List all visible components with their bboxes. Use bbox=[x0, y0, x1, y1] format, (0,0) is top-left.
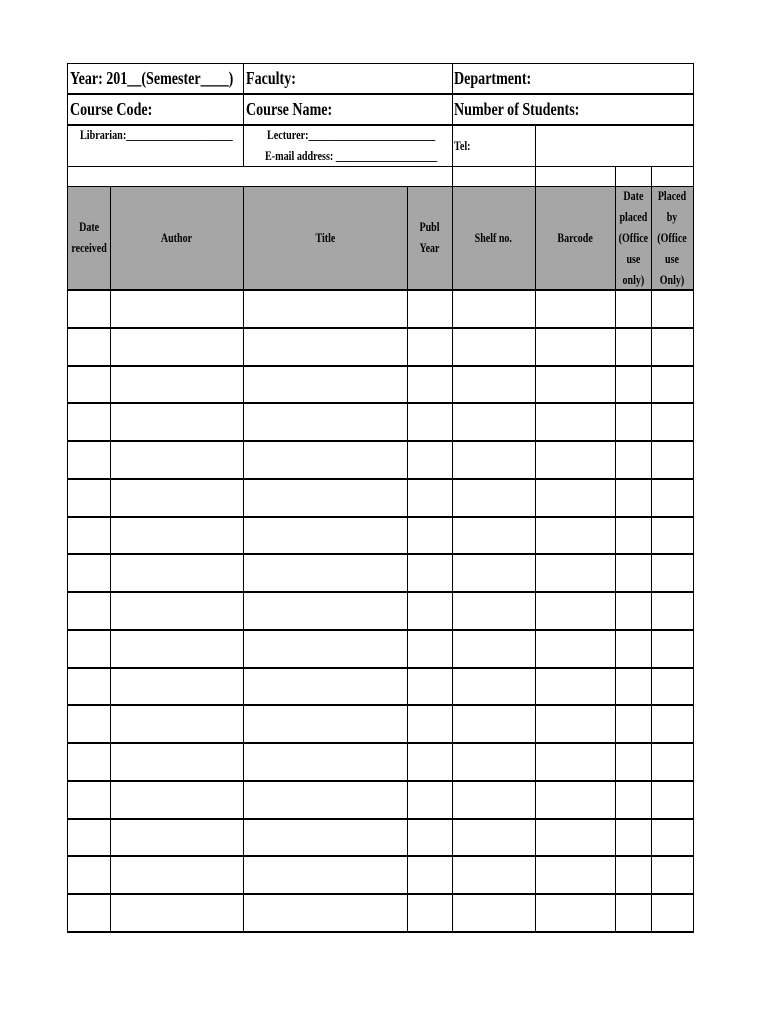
course-name-label: Course Name: bbox=[246, 99, 333, 119]
info-row-divider bbox=[67, 124, 694, 126]
table-row-divider bbox=[67, 516, 694, 518]
faculty-label: Faculty: bbox=[246, 68, 296, 88]
table-row-divider bbox=[67, 478, 694, 480]
table-row-divider bbox=[67, 780, 694, 782]
column-header-date-received: Date received bbox=[71, 220, 107, 255]
table-row-divider bbox=[67, 402, 694, 404]
table-row-divider bbox=[67, 855, 694, 857]
column-header-barcode: Barcode bbox=[557, 230, 593, 245]
table-row-divider bbox=[67, 591, 694, 593]
table-row-divider bbox=[67, 742, 694, 744]
info-column-divider bbox=[535, 124, 536, 933]
table-row-divider bbox=[67, 365, 694, 367]
column-header-title: Title bbox=[315, 230, 335, 245]
info-column-divider bbox=[452, 63, 453, 933]
tel-field[interactable]: Tel: bbox=[454, 138, 471, 153]
info-row-divider bbox=[67, 166, 694, 167]
info-column-divider bbox=[243, 63, 244, 167]
column-header-author: Author bbox=[160, 230, 193, 245]
column-header-shelf-no: Shelf no. bbox=[474, 230, 513, 245]
course-code-label: Course Code: bbox=[70, 99, 153, 119]
info-row-divider bbox=[67, 93, 694, 95]
table-row-divider bbox=[67, 818, 694, 820]
table-row-divider bbox=[67, 327, 694, 329]
form-left-border bbox=[67, 63, 68, 933]
table-row-divider bbox=[67, 553, 694, 555]
column-divider bbox=[110, 186, 111, 933]
column-header-placed-by: Placed by (Office use Only) bbox=[657, 188, 687, 287]
lecturer-field[interactable]: Lecturer:_________________________ bbox=[267, 127, 436, 142]
column-header-date-placed: Date placed (Office use only) bbox=[618, 188, 648, 287]
year-semester-label: Year: 201__(Semester____) bbox=[70, 68, 234, 88]
table-row-divider bbox=[67, 704, 694, 706]
table-row-divider bbox=[67, 440, 694, 442]
table-header-top bbox=[67, 186, 694, 187]
email-address-field[interactable]: E-mail address: ____________________ bbox=[265, 148, 438, 163]
column-divider bbox=[243, 186, 244, 933]
table-header-bottom bbox=[67, 289, 694, 291]
table-row-divider bbox=[67, 667, 694, 669]
table-row-divider bbox=[67, 893, 694, 895]
column-header-publ-year: Publ Year bbox=[419, 220, 440, 255]
department-label: Department: bbox=[454, 68, 532, 88]
form-top-border bbox=[67, 63, 694, 64]
form-right-border bbox=[693, 63, 694, 933]
column-divider bbox=[407, 186, 408, 933]
table-row-divider bbox=[67, 931, 694, 933]
number-of-students-label: Number of Students: bbox=[454, 99, 580, 119]
librarian-field[interactable]: Librarian:_____________________ bbox=[80, 127, 233, 142]
table-row-divider bbox=[67, 629, 694, 631]
